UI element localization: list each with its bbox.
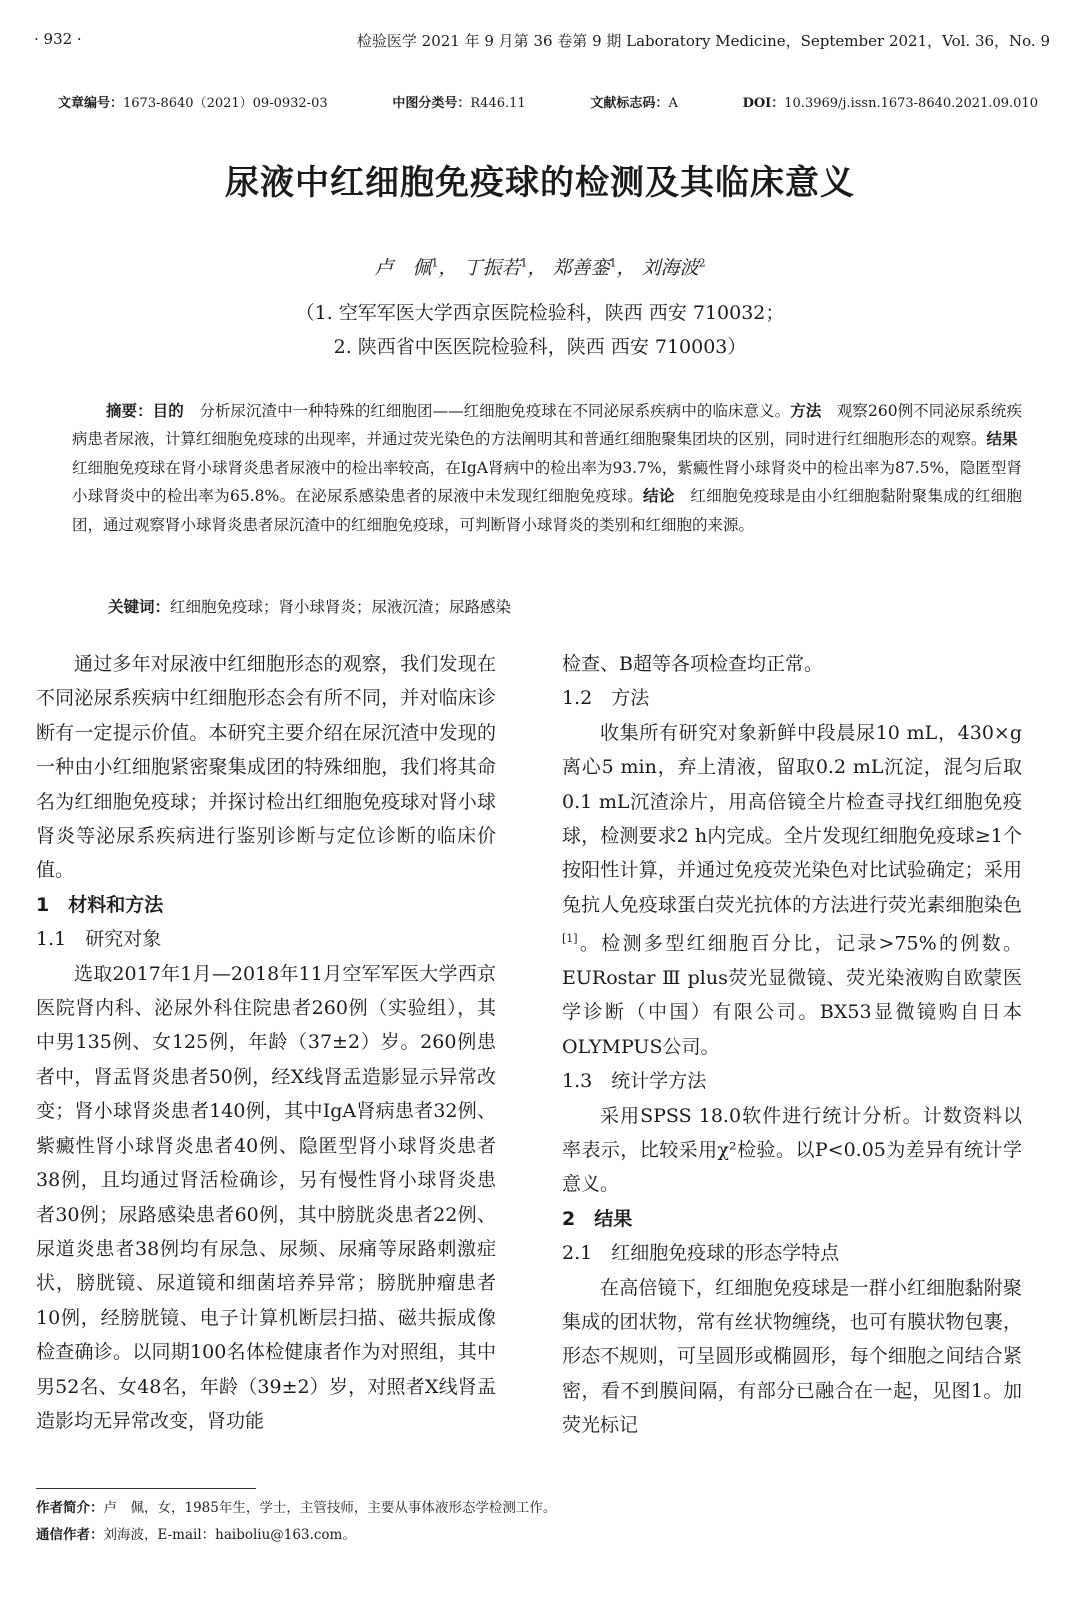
article-title: 尿液中红细胞免疫球的检测及其临床意义 <box>225 163 855 203</box>
body-column-left <box>36 647 496 1438</box>
author-bio-footnote: 作者简介：卢 佩，女，1985年生，学士，主管技师，主要从事体液形态学检测工作。 <box>36 1500 557 1516</box>
subsection-heading: 1.1 研究对象 <box>36 928 162 951</box>
section-heading: 1 材料和方法 <box>36 893 164 916</box>
body-paragraph: 收集所有研究对象新鲜中段晨尿10 mL，430×g离心5 min，弃上清液，留取0.2 mL沉淀，混匀后取0.1 mL沉渣涂片，用高倍镜全片检查寻找红细胞免疫球，检测要求2 h内完成。全片发现红细胞免疫球≥1个按阳性计算，并通过免疫荧光染色对比试验确定；采用兔抗人免疫球蛋白荧光抗体的方法进行荧光素细胞染色[1]。检测多型红细胞百分比，记录>75%的例数。EURostar Ⅲ plus荧光显微镜、荧光染液购自欧蒙医学诊断（中国）有限公司。BX53显微镜购自日本OLYMPUS公司。 <box>562 721 1022 1058</box>
corresponding-author-footnote: 通信作者：刘海波，E-mail：haiboliu@163.com。 <box>36 1527 356 1543</box>
doi: DOI：10.3969/j.issn.1673-8640.2021.09.010 <box>742 96 1038 111</box>
body-paragraph: 在高倍镜下，红细胞免疫球是一群小红细胞黏附聚集成的团状物，常有丝状物缠绕，也可有膜状物包裹，形态不规则，可呈圆形或椭圆形，每个细胞之间结合紧密，看不到膜间隔，有部分已融合在一起，见图1。加荧光标记 <box>562 1276 1022 1437</box>
subsection-heading: 1.2 方法 <box>562 687 650 710</box>
author: 郑善銮 <box>552 257 610 279</box>
section-heading: 2 结果 <box>562 1207 633 1230</box>
article-number: 文章编号：1673-8640（2021）09-0932-03 <box>58 96 328 111</box>
author: 卢 佩 <box>374 257 432 279</box>
subsection-heading: 2.1 红细胞免疫球的形态学特点 <box>562 1242 840 1265</box>
abstract: 摘要：目的 分析尿沉渣中一种特殊的红细胞团——红细胞免疫球在不同泌尿系疾病中的临床意义。方法 观察260例不同泌尿系统疾病患者尿液，计算红细胞免疫球的出现率，并通过荧光染色的方法阐明其和普通红细胞聚集团块的区别，同时进行红细胞形态的观察。结果 红细胞免疫球在肾小球肾炎患者尿液中的检出率较高，在IgA肾病中的检出率为93.7%，紫癜性肾小球肾炎中的检出率为87.5%，隐匿型肾小球肾炎中的检出率为65.8%。在泌尿系感染患者的尿液中未发现红细胞免疫球。结论 红细胞免疫球是由小红细胞黏附聚集成的红细胞团，通过观察肾小球肾炎患者尿沉渣中的红细胞免疫球，可判断肾小球肾炎的类别和红细胞的来源。 <box>72 402 1034 534</box>
body-paragraph: 采用SPSS 18.0软件进行统计分析。计数资料以率表示，比较采用χ²检验。以P<0.05为差异有统计学意义。 <box>562 1104 1022 1196</box>
affiliation-1: （1. 空军军医大学西京医院检验科，陕西 西安 710032； <box>295 302 785 324</box>
footnote-divider <box>36 1488 256 1489</box>
keywords: 关键词：红细胞免疫球；肾小球肾炎；尿液沉渣；尿路感染 <box>108 598 512 616</box>
article-meta <box>58 92 1038 111</box>
body-paragraph: 选取2017年1月—2018年11月空军军医大学西京医院肾内科、泌尿外科住院患者260例（实验组），其中男135例、女125例，年龄（37±2）岁。260例患者中，肾盂肾炎患者50例，经X线肾盂造影显示异常改变；肾小球肾炎患者140例，其中IgA肾病患者32例、紫癜性肾小球肾炎患者40例、隐匿型肾小球肾炎患者38例，且均通过肾活检确诊，另有慢性肾小球肾炎患者30例；尿路感染患者60例，其中膀胱炎患者22例、尿道炎患者38例均有尿急、尿频、尿痛等尿路刺激症状，膀胱镜、尿道镜和细菌培养异常；膀胱肿瘤患者10例，经膀胱镜、电子计算机断层扫描、磁共振成像检查确诊。以同期100名体检健康者作为对照组，其中男52名、女48名，年龄（39±2）岁，对照者X线肾盂造影均无异常改变，肾功能 <box>36 962 496 1432</box>
subsection-heading: 1.3 统计学方法 <box>562 1070 707 1093</box>
citation: [1] <box>562 932 578 946</box>
author: 刘海波 <box>641 257 699 279</box>
document-code: 文献标志码：A <box>590 96 678 111</box>
affiliation-2: 2. 陕西省中医医院检验科，陕西 西安 710003） <box>333 336 747 358</box>
clc-number: 中图分类号：R446.11 <box>392 96 526 111</box>
author: 丁振若 <box>463 257 521 279</box>
intro-paragraph: 通过多年对尿液中红细胞形态的观察，我们发现在不同泌尿系疾病中红细胞形态会有所不同，并对临床诊断有一定提示价值。本研究主要介绍在尿沉渣中发现的一种由小红细胞紧密聚集成团的特殊细胞，我们将其命名为红细胞免疫球；并探讨检出红细胞免疫球对肾小球肾炎等泌尿系疾病进行鉴别诊断与定位诊断的临床价值。 <box>36 653 496 882</box>
journal-header: 检验医学 2021 年 9 月第 36 卷第 9 期 Laboratory Medicine，September 2021，Vol. 36，No. 9 <box>356 32 1050 50</box>
body-paragraph: 检查、B超等各项检查均正常。 <box>562 653 823 675</box>
page-number: · 932 · <box>34 30 82 48</box>
body-column-right <box>562 647 1022 1443</box>
author-list: 卢 佩$^1$， 丁振若$^1$， 郑善銮$^1$， 刘海波$^2$ <box>374 256 706 279</box>
